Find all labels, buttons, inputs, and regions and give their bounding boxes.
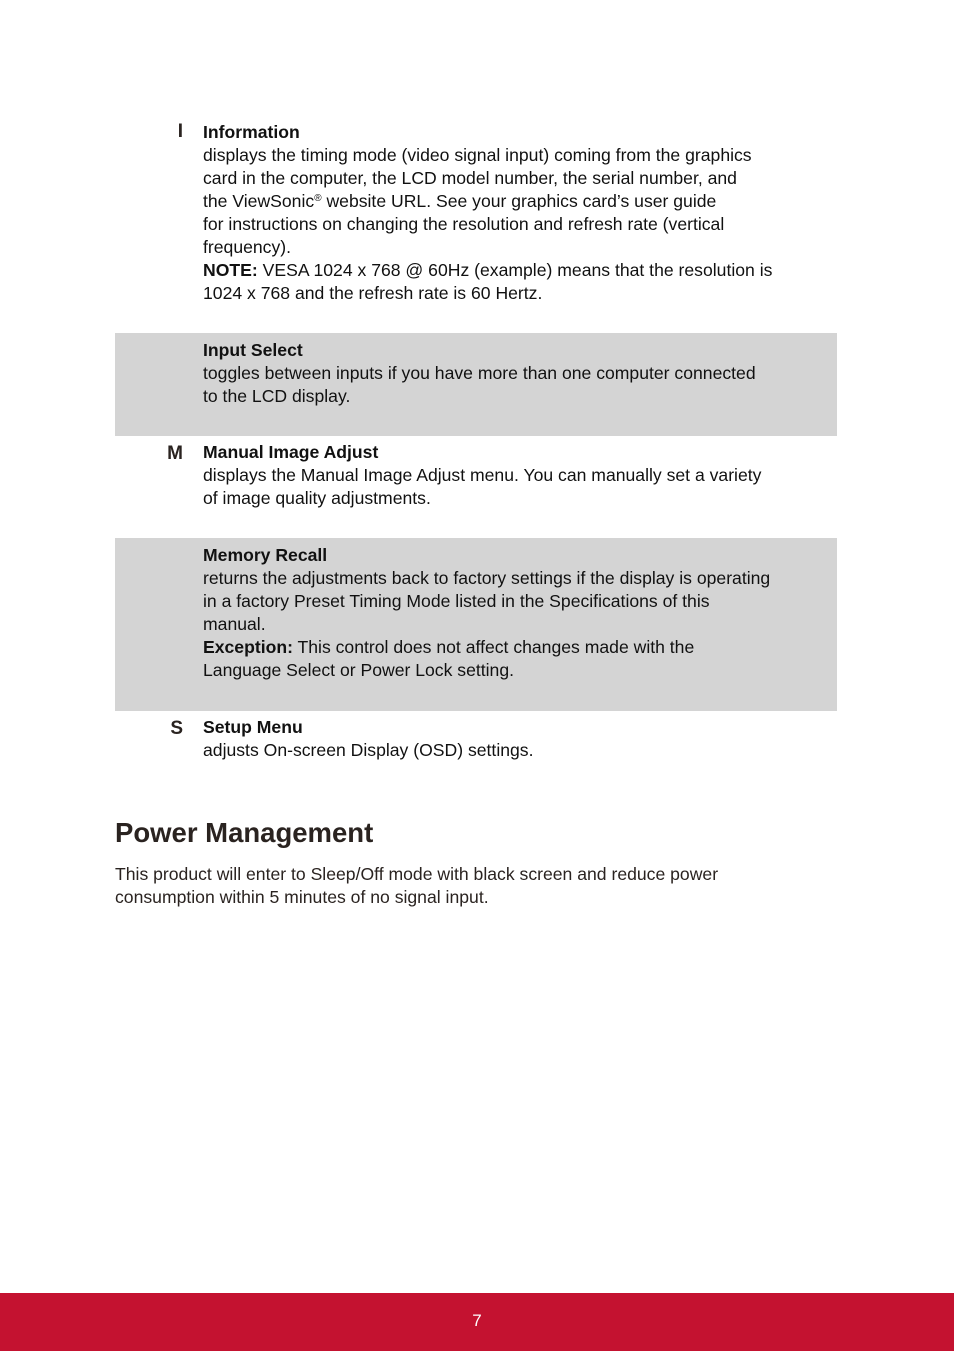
note-line bbox=[203, 636, 831, 659]
entry-term: Setup Menu bbox=[203, 717, 303, 737]
index-letter: M bbox=[167, 443, 183, 464]
registered-mark: ® bbox=[314, 193, 322, 204]
index-letter: S bbox=[170, 718, 183, 739]
entry-term: Input Select bbox=[203, 340, 303, 360]
entry-desc-line: of image quality adjustments. bbox=[203, 488, 431, 508]
entry-desc-line: card in the computer, the LCD model number, the serial number, and bbox=[203, 168, 737, 188]
index-letter: I bbox=[177, 121, 183, 142]
entry-content bbox=[203, 544, 831, 682]
entry-manual-image-adjust bbox=[115, 436, 837, 538]
entry-desc-line: to the LCD display. bbox=[203, 386, 351, 406]
section-body-line: This product will enter to Sleep/Off mode with black screen and reduce power bbox=[115, 864, 719, 884]
section-body bbox=[115, 863, 815, 909]
entry-desc-line: adjusts On-screen Display (OSD) settings. bbox=[203, 740, 534, 760]
entry-setup-menu bbox=[115, 711, 837, 771]
page-number: 7 bbox=[472, 1311, 482, 1330]
entry-desc-line: toggles between inputs if you have more than one computer connected bbox=[203, 363, 756, 383]
entry-desc-line: returns the adjustments back to factory settings if the display is operating bbox=[203, 568, 771, 588]
entry-content bbox=[203, 339, 831, 408]
entry-desc-line: frequency). bbox=[203, 237, 292, 257]
entry-desc-line: displays the timing mode (video signal input) coming from the graphics bbox=[203, 145, 752, 165]
note-text: VESA 1024 x 768 @ 60Hz (example) means that the resolution is bbox=[257, 260, 773, 280]
entry-desc-line bbox=[203, 190, 831, 213]
entry-content bbox=[203, 441, 831, 510]
entry-term: Information bbox=[203, 122, 300, 142]
note-line: 1024 x 768 and the refresh rate is 60 Hertz. bbox=[203, 283, 543, 303]
note-label: Exception: bbox=[203, 637, 293, 657]
entry-memory-recall bbox=[115, 538, 837, 711]
note-text: This control does not affect changes made with the bbox=[292, 637, 695, 657]
note-line: Language Select or Power Lock setting. bbox=[203, 660, 515, 680]
entry-input-select bbox=[115, 333, 837, 436]
entry-information bbox=[115, 120, 837, 325]
entry-desc-line: in a factory Preset Timing Mode listed in the Specifications of this bbox=[203, 591, 710, 611]
entry-desc-line: displays the Manual Image Adjust menu. You can manually set a variety bbox=[203, 465, 762, 485]
entry-term: Manual Image Adjust bbox=[203, 442, 379, 462]
note-label: NOTE: bbox=[203, 260, 258, 280]
entry-content bbox=[203, 121, 831, 305]
desc-text: the ViewSonic bbox=[203, 191, 315, 211]
section-title: Power Management bbox=[115, 817, 374, 848]
note-line bbox=[203, 259, 831, 282]
desc-text: website URL. See your graphics card’s user guide bbox=[321, 191, 717, 211]
page-footer bbox=[0, 1293, 954, 1351]
entry-desc-line: for instructions on changing the resolution and refresh rate (vertical bbox=[203, 214, 725, 234]
entry-desc-line: manual. bbox=[203, 614, 266, 634]
entry-content bbox=[203, 716, 831, 762]
entry-term: Memory Recall bbox=[203, 545, 328, 565]
section-body-line: consumption within 5 minutes of no signal input. bbox=[115, 887, 489, 907]
